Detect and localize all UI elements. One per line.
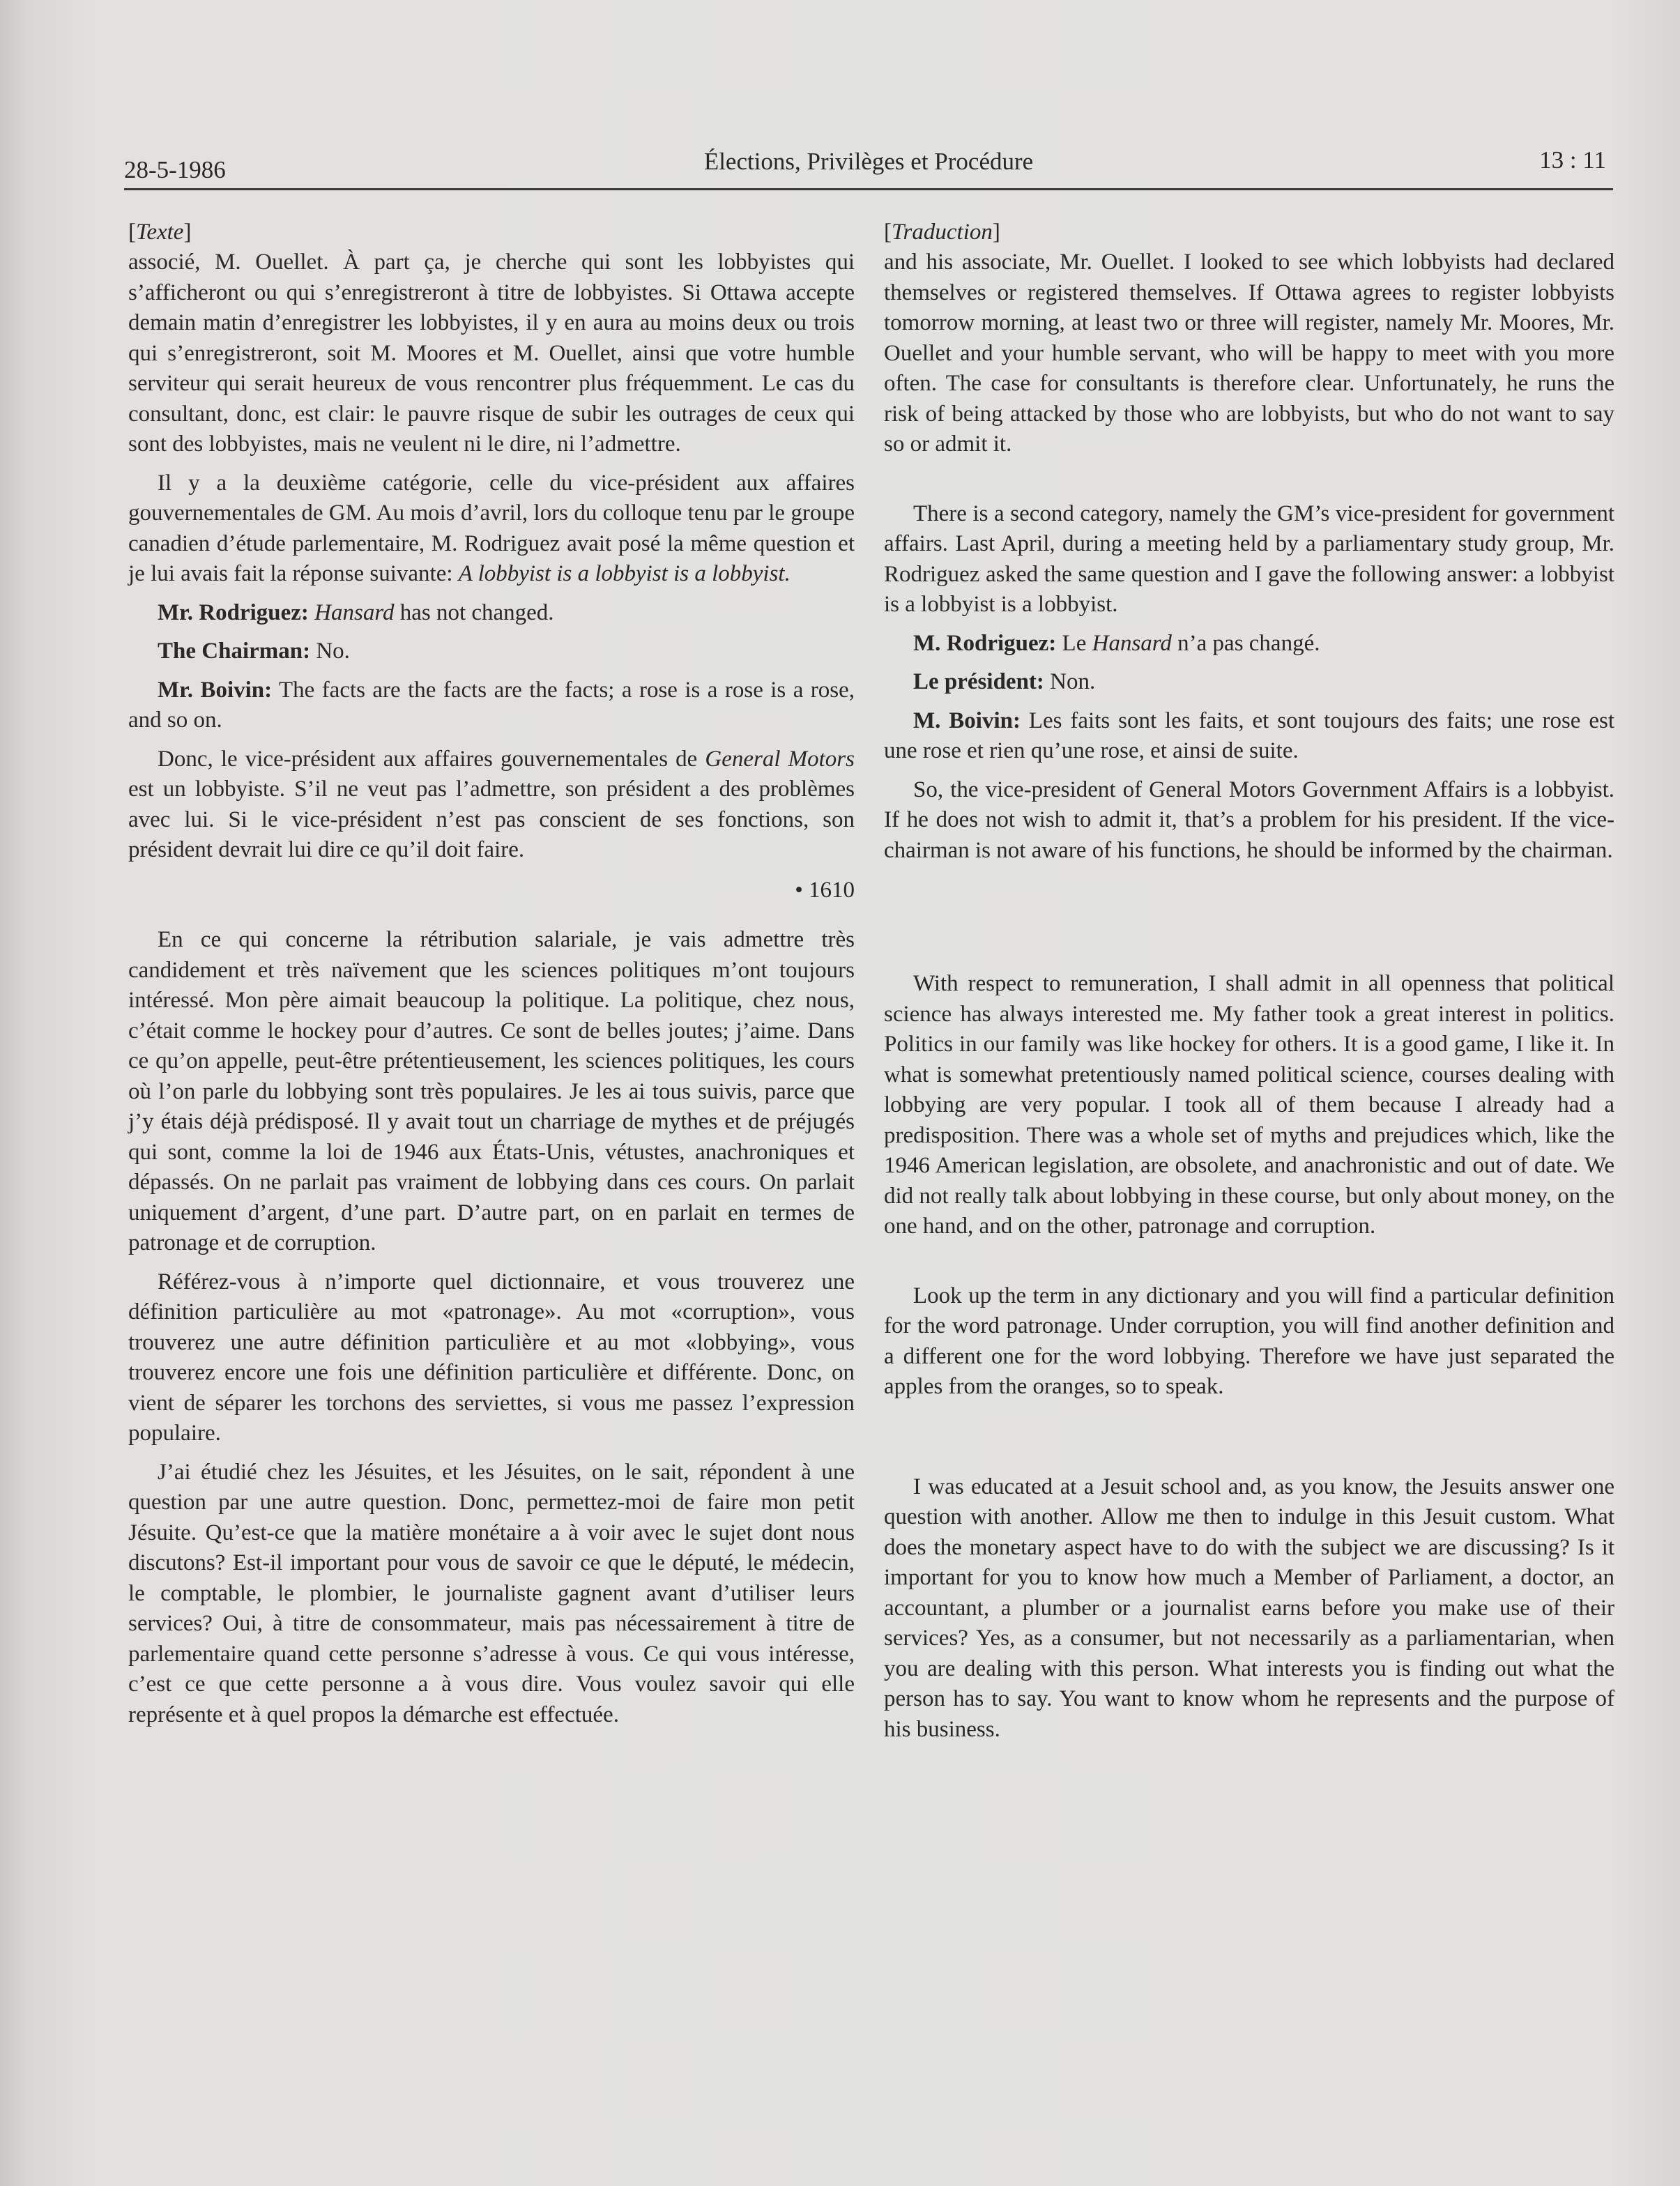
paragraph: Référez-vous à n’importe quel dictionnaire, et vous trouverez une définition particulière au mot «patronage». Au mot «corruption», vous trouverez une autre définition particulière et au mot «lobbying», vous trouverez encore une fois une définition particulière et différente. Donc, on vient de séparer les torchons des serviettes, si vous me passez l’expression populaire. bbox=[128, 1269, 855, 1446]
paragraph: Il y a la deuxième catégorie, celle du vice-président aux affaires gouvernementales de GM. Au mois d’avril, lors du colloque tenu par le groupe canadien d’étude parlementaire, M. Rodriguez avait posé la même question et je lui avais fait la réponse suivante: A lobbyist is a lobbyist is a lobbyist. bbox=[128, 470, 855, 586]
paragraph: associé, M. Ouellet. À part ça, je cherche qui sont les lobbyistes qui s’afficheront ou qui s’enregistreront à titre de lobbyistes. Si Ottawa accepte demain matin d’enregistrer les lobbyistes, il y en aura au moins deux ou trois qui s’enregistreront, soit M. Moores et M. Ouellet, ainsi que votre humble serviteur qui serait heureux de vous rencontrer plus fréquemment. Le cas du consultant, donc, est clair: le pauvre risque de subir les outrages de ceux qui sont des lobbyistes, mais ne veulent ni le dire, ni l’admettre. bbox=[128, 250, 855, 457]
speaker-statement: Le président: Non. bbox=[913, 669, 1096, 694]
paragraph: So, the vice-president of General Motors Government Affairs is a lobbyist. If he does not wish to admit it, that’s a problem for his president. If the vice-chairman is not aware of his functions, he should be informed by the chairman. bbox=[884, 777, 1614, 863]
paragraph: Look up the term in any dictionary and you will find a particular definition for the word patronage. Under corruption, you will find another definition and a different one for the word lobbying. Therefore we have just separated the apples from the oranges, so to speak. bbox=[884, 1283, 1614, 1399]
paragraph: With respect to remuneration, I shall admit in all openness that political science has always interested me. My father took a great interest in politics. Politics in our family was like hockey for others. It is a good game, I like it. In what is somewhat pretentiously named political science, courses dealing with lobbying are very popular. I took all of them because I already had a predisposition. There was a whole set of myths and prejudices which, like the 1946 American legislation, are obsolete, and anachronistic and out of date. We did not really talk about lobbying in these course, but only about money, on the one hand, and on the other, patronage and corruption. bbox=[884, 971, 1614, 1239]
timestamp: • 1610 bbox=[795, 877, 855, 903]
left-column bbox=[128, 220, 855, 1730]
language-label: [Texte] bbox=[128, 220, 192, 245]
paragraph: En ce qui concerne la rétribution salariale, je vais admettre très candidement et très naïvement que les sciences politiques m’ont toujours intéressé. Mon père aimait beaucoup la politique. La politique, chez nous, c’était comme le hockey pour d’autres. Ce sont de belles joutes; j’aime. Dans ce qu’on appelle, peut-être prétentieusement, les sciences politiques, les cours où l’on parle du lobbying sont très populaires. Je les ai tous suivis, parce que j’y étais déjà prédisposé. Il y avait tout un charriage de mythes et de préjugés qui sont, comme la loi de 1946 aux États-Unis, vétustes, anachroniques et dépassés. On ne parlait pas vraiment de lobbying dans ces cours. On parlait uniquement d’argent, d’une part. D’autre part, on en parlait en termes de patronage et de corruption. bbox=[128, 927, 855, 1255]
speaker-statement: Mr. Boivin: The facts are the facts are the facts; a rose is a rose is a rose, and so on. bbox=[128, 677, 855, 733]
paragraph: and his associate, Mr. Ouellet. I looked to see which lobbyists had declared themselves or registered themselves. If Ottawa agrees to register lobbyists tomorrow morning, at least two or three will register, namely Mr. Moores, Mr. Ouellet and your humble servant, who will be happy to meet with you more often. The case for consultants is therefore clear. Unfortunately, he runs the risk of being attacked by those who are lobbyists, but who do not want to say so or admit it. bbox=[884, 250, 1614, 457]
paragraph: There is a second category, namely the GM’s vice-president for government affairs. Last April, during a meeting held by a parliamentary study group, Mr. Rodriguez asked the same question and I gave the following answer: a lobbyist is a lobbyist is a lobbyist. bbox=[884, 500, 1614, 617]
speaker-statement: M. Boivin: Les faits sont les faits, et sont toujours des faits; une rose est une rose et rien qu’une rose, et ainsi de suite. bbox=[884, 708, 1614, 763]
paragraph: I was educated at a Jesuit school and, as you know, the Jesuits answer one question with another. Allow me then to indulge in this Jesuit custom. What does the monetary aspect have to do with the subject we are discussing? Is it important for you to know how much a Member of Parliament, a doctor, an accountant, a plumber or a journalist earns before you make use of their services? Yes, as a consumer, but not necessarily as a parliamentarian, when you are dealing with this person. What interests you is finding out what the person has to say. You want to know whom he represents and the purpose of his business. bbox=[884, 1474, 1614, 1742]
speaker-statement: M. Rodriguez: Le Hansard n’a pas changé. bbox=[913, 630, 1320, 656]
header-date: 28-5-1986 bbox=[124, 156, 226, 183]
page-number: 13 : 11 bbox=[1539, 146, 1606, 174]
paragraph: Donc, le vice-président aux affaires gouvernementales de General Motors est un lobbyiste. S’il ne veut pas l’admettre, son président a des problèmes avec lui. Si le vice-président n’est pas conscient de ses fonctions, son président devrait lui dire ce qu’il doit faire. bbox=[128, 746, 855, 862]
speaker-statement: Mr. Rodriguez: Hansard has not changed. bbox=[158, 599, 554, 625]
speaker-statement: The Chairman: No. bbox=[158, 639, 350, 664]
language-label: [Traduction] bbox=[884, 220, 1000, 245]
paragraph: J’ai étudié chez les Jésuites, et les Jésuites, on le sait, répondent à une question par une autre question. Donc, permettez-moi de faire mon petit Jésuite. Qu’est-ce que la matière monétaire a à voir avec le sujet dont nous discutons? Est-il important pour vous de savoir ce que le député, le médecin, le comptable, le plombier, le journaliste gagnent avant d’utiliser leurs services? Oui, à titre de consommateur, mais pas nécessairement à titre de parlementaire quand cette personne s’adresse à vous. Ce qui vous intéresse, c’est ce que cette personne a à vous dire. Vous voulez savoir qui elle représente et à quel propos la démarche est effectuée. bbox=[128, 1459, 855, 1727]
right-column bbox=[884, 220, 1614, 1745]
header-title: Élections, Privilèges et Procédure bbox=[703, 148, 1034, 175]
page-header bbox=[124, 146, 1613, 190]
